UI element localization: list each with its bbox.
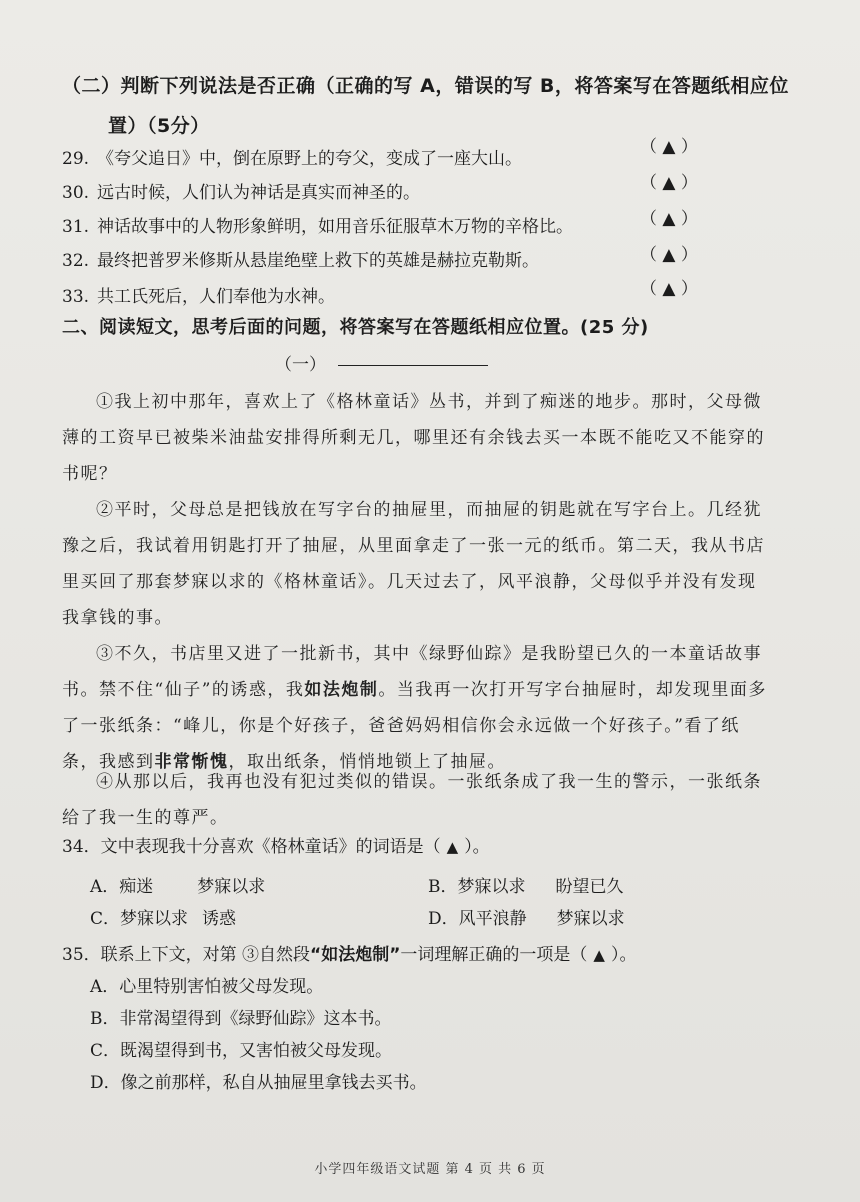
judge-answer-blank: （ ▲ ） [640,209,698,229]
q35-stem-b: 一词理解正确的一项是（ [400,945,588,965]
question-35 [62,938,802,972]
judge-item-text: 《夸父追日》中，倒在原野上的夸父，变成了一座大山。 [97,149,523,169]
paragraph-3 [62,636,770,780]
p3-bold-feichangcankui: 非常惭愧 [154,752,229,772]
option-label: B．梦寐以求 [428,877,526,897]
reading-heading: 二、阅读短文，思考后面的问题，将答案写在答题纸相应位置。(25 分) [62,317,649,338]
judge-item [62,144,662,174]
p3-text-b: 。当我再一次打开写字台抽屉时，却发现里面多了一张纸条：“峰儿，你是个好孩子，爸爸妈妈相信你会永远做一个好孩子。”看了纸条，我感到 [62,680,767,772]
judge-item-number: 29. [62,149,90,169]
paragraph-2: ②平时，父母总是把钱放在写字台的抽屉里，而抽屉的钥匙就在写字台上。几经犹豫之后，我试着用钥匙打开了抽屉，从里面拿走了一张一元的纸币。第二天，我从书店里买回了那套梦寐以求的《格林童话》。几天过去了，风平浪静，父母似乎并没有发现我拿钱的事。 [62,500,765,628]
passage-number: （一） [275,355,326,375]
q35-stem-bold: “如法炮制” [310,945,401,965]
q35-stem-a: 35．联系上下文，对第 ③自然段 [62,945,311,965]
judge-item-number: 31. [62,217,90,237]
title-blank-line [338,365,488,366]
judge-item-text: 远古时候，人们认为神话是真实而神圣的。 [97,183,421,203]
option-label: A．痴迷 [90,877,154,897]
p3-text-c: ，取出纸条，悄悄地锁上了抽屉。 [228,752,506,772]
judge-answer-blank: （ ▲ ） [640,245,698,265]
option-word: 梦寐以求 [556,909,625,929]
judge-answer-blank: （ ▲ ） [640,173,698,193]
judge-answer-blank: （ ▲ ） [640,137,698,157]
judge-item-number: 33. [62,287,90,307]
q35-option-a: A．心里特别害怕被父母发现。 [90,977,324,997]
judge-answer-blank: （ ▲ ） [640,279,698,299]
judge-item [62,178,662,208]
judge-item [62,246,662,276]
q35-option-c: C．既渴望得到书，又害怕被父母发现。 [90,1041,393,1061]
q35-stem-c: ）。 [610,945,637,965]
q34-option-d [428,902,625,936]
q35-option-b: B．非常渴望得到《绿野仙踪》这本书。 [90,1009,392,1029]
option-label: C．梦寐以求 [90,909,189,929]
page-footer: 小学四年级语文试题 第 4 页 共 6 页 [314,1162,546,1177]
judge-heading-line2: 置）（5分） [108,115,210,137]
judge-item-text: 神话故事中的人物形象鲜明，如用音乐征服草木万物的辛格比。 [97,217,574,237]
q34-answer-triangle: ▲ [446,838,459,856]
option-word: 梦寐以求 [197,877,266,897]
question-34 [62,830,802,864]
option-label: D．风平浪静 [428,909,527,929]
judge-heading-line1: （二）判断下列说法是否正确（正确的写 A，错误的写 B，将答案写在答题纸相应位 [62,75,789,97]
q34-option-b [428,870,624,904]
q34-option-c [90,902,236,936]
q34-option-a [90,870,265,904]
judge-item-number: 30. [62,183,90,203]
judge-item-text: 共工氏死后，人们奉他为水神。 [97,287,336,307]
q35-option-d: D．像之前那样，私自从抽屉里拿钱去买书。 [90,1073,427,1093]
q35-answer-triangle: ▲ [593,946,605,964]
q34-stem-b: ）。 [464,837,490,857]
p3-text-a: ③不久，书店里又进了一批新书，其中《绿野仙踪》是我盼望已久的一本童话故事书。禁不住“仙子”的诱惑，我 [62,644,762,700]
judge-item [62,212,662,242]
q34-stem-a: 34．文中表现我十分喜欢《格林童话》的词语是（ [62,837,441,857]
judge-item-number: 32. [62,251,90,271]
p3-bold-rufapaozhi: 如法炮制 [304,680,379,700]
paragraph-1: ①我上初中那年，喜欢上了《格林童话》丛书，并到了痴迷的地步。那时，父母微薄的工资早已被柴米油盐安排得所剩无几，哪里还有余钱去买一本既不能吃又不能穿的书呢？ [62,392,765,484]
paragraph-4: ④从那以后，我再也没有犯过类似的错误。一张纸条成了我一生的警示，一张纸条给了我一生的尊严。 [62,772,762,828]
passage-subtitle [275,352,488,378]
judge-item-text: 最终把普罗米修斯从悬崖绝壁上救下的英雄是赫拉克勒斯。 [97,251,540,271]
option-word: 诱惑 [202,909,237,929]
option-word: 盼望已久 [555,877,624,897]
